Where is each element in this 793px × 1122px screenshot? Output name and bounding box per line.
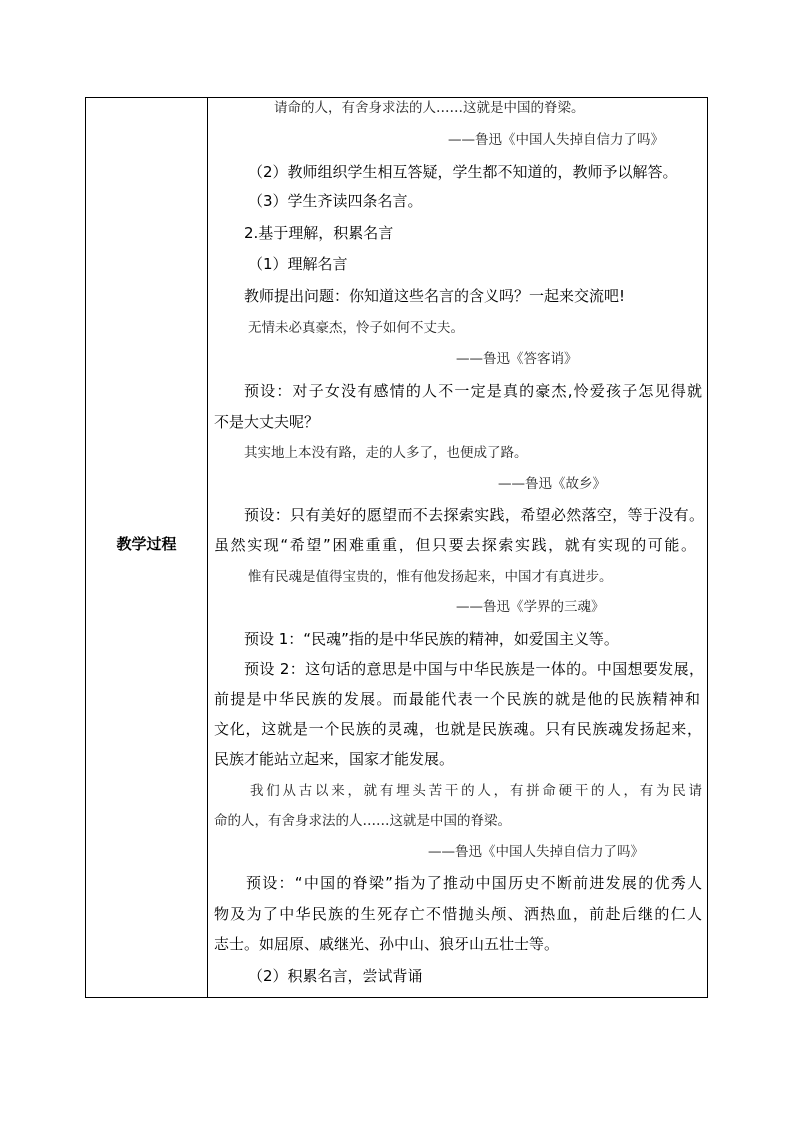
quote-attribution: ——鲁迅《中国人失掉自信力了吗》 — [448, 132, 664, 148]
paragraph-line: 虽然实现“希望”困难重重，但只要去探索实践，就有实现的可能。 — [214, 536, 696, 554]
quote-attribution: ——鲁迅《中国人失掉自信力了吗》 — [428, 844, 644, 860]
quote-attribution: ——鲁迅《故乡》 — [498, 476, 606, 492]
paragraph-line: 预设 1：“民魂”指的是中华民族的精神，如爱国主义等。 — [244, 630, 619, 648]
quote-line: 惟有民魂是值得宝贵的，惟有他发扬起来，中国才有真进步。 — [248, 569, 613, 585]
row-label-cell — [86, 98, 207, 997]
quote-line: 我们从古以来，就有埋头苦干的人，有拼命硬干的人，有为民请 — [250, 783, 702, 799]
subsection-heading: （2）积累名言，尝试背诵 — [248, 967, 423, 985]
content-cell — [208, 98, 708, 997]
paragraph-line: （3）学生齐读四条名言。 — [248, 192, 423, 210]
paragraph-line: 物及为了中华民族的生死存亡不惜抛头颅、洒热血，前赴后继的仁人 — [214, 905, 702, 923]
paragraph-line: 前提是中华民族的发展。而最能代表一个民族的就是他的民族精神和 — [214, 690, 700, 708]
quote-line: 其实地上本没有路，走的人多了，也便成了路。 — [244, 445, 528, 461]
row-label: 教学过程 — [116, 534, 177, 553]
paragraph-line: 预设 2：这句话的意思是中国与中华民族是一体的。中国想要发展， — [244, 660, 704, 678]
lesson-table — [85, 97, 708, 998]
quote-line: 请命的人，有舍身求法的人……这就是中国的脊梁。 — [274, 100, 585, 116]
paragraph-line: （2）教师组织学生相互答疑，学生都不知道的，教师予以解答。 — [248, 163, 678, 181]
quote-attribution: ——鲁迅《答客诮》 — [456, 351, 578, 367]
paragraph-line: 教师提出问题：你知道这些名言的含义吗？一起来交流吧! — [244, 287, 626, 305]
paragraph-line: 文化，这就是一个民族的灵魂，也就是民族魂。只有民族魂发扬起来， — [214, 720, 702, 738]
section-heading: 2.基于理解，积累名言 — [244, 224, 394, 242]
paragraph-line: 志士。如屈原、戚继光、孙中山、狼牙山五壮士等。 — [214, 935, 560, 953]
paragraph-line: 预设：“中国的脊梁”指为了推动中国历史不断前进发展的优秀人 — [246, 874, 702, 892]
quote-line: 命的人，有舍身求法的人……这就是中国的脊梁。 — [214, 813, 511, 829]
quote-attribution: ——鲁迅《学界的三魂》 — [456, 599, 605, 615]
paragraph-line: 预设：对子女没有感情的人不一定是真的豪杰,怜爱孩子怎见得就 — [244, 382, 702, 400]
quote-line: 无情未必真豪杰，怜子如何不丈夫。 — [248, 320, 464, 336]
paragraph-line: 民族才能站立起来，国家才能发展。 — [214, 750, 455, 768]
paragraph-line: 不是大丈夫呢？ — [214, 413, 320, 431]
subsection-heading: （1）理解名言 — [248, 255, 348, 273]
paragraph-line: 预设：只有美好的愿望而不去探索实践，希望必然落空，等于没有。 — [244, 506, 704, 524]
